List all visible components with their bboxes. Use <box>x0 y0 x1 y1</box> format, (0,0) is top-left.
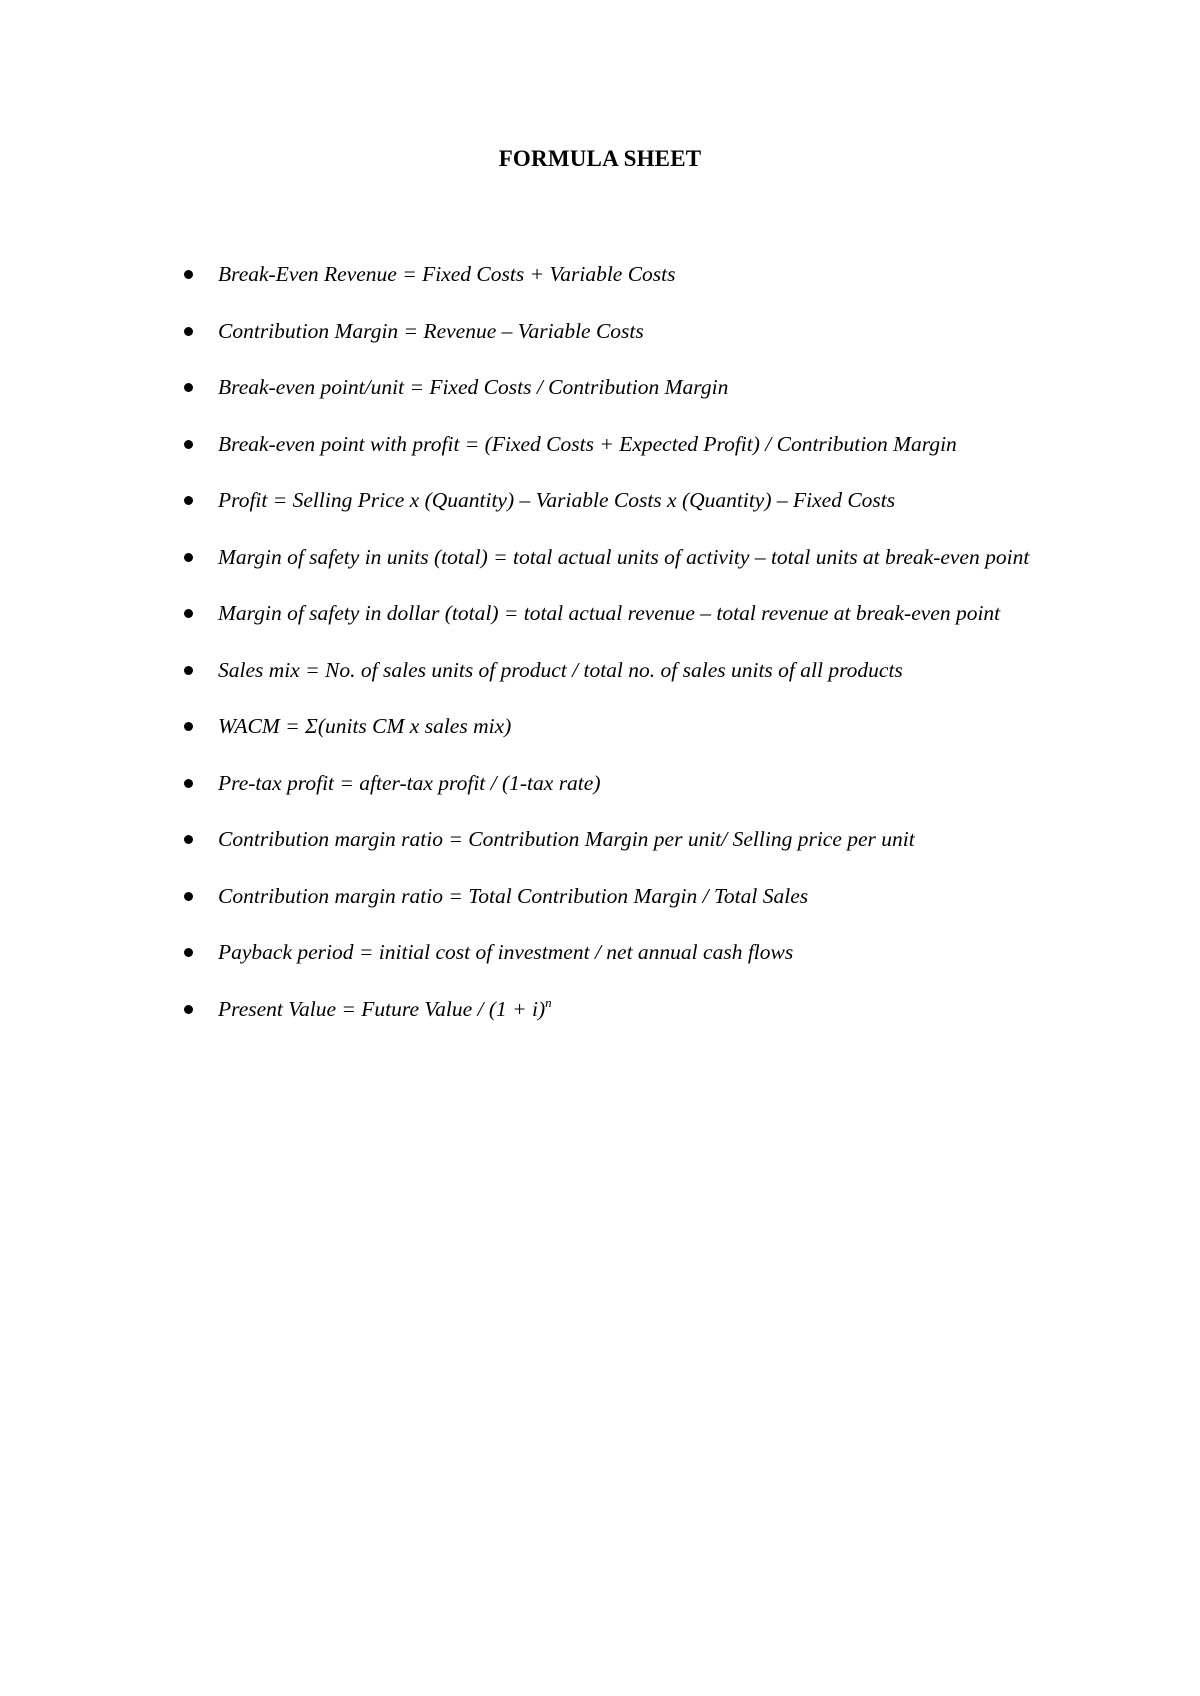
formula-text: Payback period = initial cost of investment / net annual cash flows <box>218 940 794 964</box>
formula-text: Margin of safety in dollar (total) = total actual revenue – total revenue at break-even point <box>218 601 1001 625</box>
formula-text: Profit = Selling Price x (Quantity) – Variable Costs x (Quantity) – Fixed Costs <box>218 488 896 512</box>
formula-text: Break-Even Revenue = Fixed Costs + Variable Costs <box>218 262 676 286</box>
formula-item <box>0 811 1088 868</box>
formula-text: Break-even point/unit = Fixed Costs / Contribution Margin <box>218 375 729 399</box>
exponent-superscript: n <box>545 994 552 1010</box>
bullet-icon <box>184 440 193 449</box>
bullet-icon <box>184 835 193 844</box>
formula-item <box>0 755 1088 812</box>
page-title: FORMULA SHEET <box>498 146 702 171</box>
formula-item <box>0 416 1088 473</box>
formula-text: Margin of safety in units (total) = total actual units of activity – total units at break-even point <box>218 544 1030 569</box>
formula-text: Contribution margin ratio = Total Contribution Margin / Total Sales <box>218 883 809 908</box>
formula-item <box>0 303 1088 360</box>
formula-text: Contribution margin ratio = Contribution Margin per unit/ Selling price per unit <box>218 827 915 851</box>
formula-text: Break-even point with profit = (Fixed Costs + Expected Profit) / Contribution Margin <box>218 431 957 456</box>
formula-item <box>0 585 1088 642</box>
formula-text: Pre-tax profit = after-tax profit / (1-tax rate) <box>218 770 601 795</box>
bullet-icon <box>184 722 193 731</box>
bullet-icon <box>184 496 193 505</box>
bullet-icon <box>184 892 193 901</box>
formula-text: Sales mix = No. of sales units of product / total no. of sales units of all products <box>218 657 903 682</box>
formula-item <box>0 698 1088 755</box>
formula-text: Contribution Margin = Revenue – Variable Costs <box>218 318 644 343</box>
formula-list <box>0 246 1200 1037</box>
bullet-icon <box>184 553 193 562</box>
bullet-icon <box>184 1005 193 1014</box>
bullet-icon <box>184 779 193 788</box>
formula-item <box>0 472 1088 529</box>
formula-item <box>0 642 1088 699</box>
bullet-icon <box>184 327 193 336</box>
formula-item <box>0 868 1088 925</box>
bullet-icon <box>184 270 193 279</box>
bullet-icon <box>184 666 193 675</box>
bullet-icon <box>184 948 193 957</box>
formula-item <box>0 924 1088 981</box>
formula-text: WACM = Σ(units CM x sales mix) <box>218 714 512 738</box>
formula-item-present-value <box>0 981 1088 1038</box>
bullet-icon <box>184 383 193 392</box>
formula-text: Present Value = Future Value / (1 + i) <box>218 996 546 1021</box>
bullet-icon <box>184 609 193 618</box>
formula-item <box>0 529 1088 586</box>
formula-item <box>0 246 1088 303</box>
formula-item <box>0 359 1088 416</box>
